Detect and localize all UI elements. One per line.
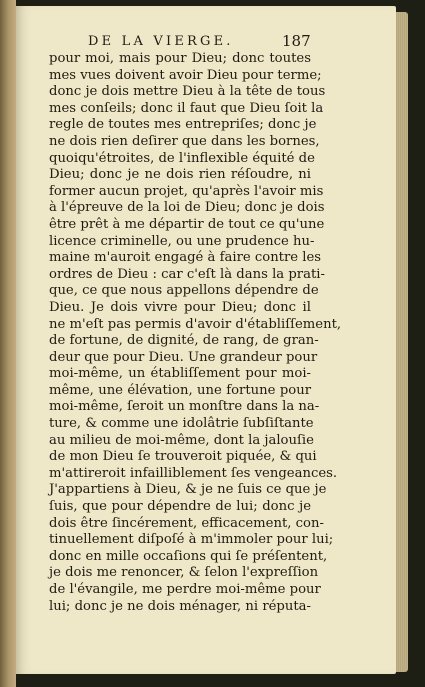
text-line: dois être ſincérement, efficacement, con- <box>49 515 324 531</box>
text-line: licence criminelle, ou une prudence hu- <box>49 233 315 249</box>
text-line: ordres de Dieu : car c'eſt là dans la prati- <box>49 266 325 282</box>
text-line: à l'épreuve de la loi de Dieu; donc je dois <box>49 200 325 216</box>
text-line: donc je dois mettre Dieu à la tête de tous <box>49 84 326 100</box>
text-line: ture, & comme une idolâtrie ſubſiſtante <box>49 416 314 432</box>
text-line: même, une élévation, une fortune pour <box>49 382 311 398</box>
text-line: de mon Dieu ſe trouveroit piquée, & qui <box>49 449 317 465</box>
text-line: ſuis, que pour dépendre de lui; donc je <box>49 499 311 515</box>
text-line: Dieu. Je dois vivre pour Dieu; donc il <box>49 299 311 315</box>
page-number: 187 <box>282 32 311 50</box>
text-line: moi-même, un établiſſement pour moi- <box>49 366 311 382</box>
text-line: être prêt à me départir de tout ce qu'une <box>49 216 325 232</box>
running-head-title: DE LA VIERGE. <box>88 34 234 49</box>
text-line: mes conſeils; donc il faut que Dieu ſoit la <box>49 100 324 116</box>
text-line: de l'évangile, me perdre moi-même pour <box>49 582 321 597</box>
text-line: pour moi, mais pour Dieu; donc toutes <box>49 51 311 66</box>
text-line: ne m'eſt pas permis d'avoir d'établiſſement, <box>49 316 342 332</box>
text-line: mes vues doivent avoir Dieu pour terme; <box>49 67 322 83</box>
text-line: former aucun projet, qu'après l'avoir mis <box>49 183 324 199</box>
text-line: maine m'auroit engagé à faire contre les <box>49 250 322 266</box>
previous-page-edge <box>0 0 16 687</box>
text-line: m'attireroit infailliblement ſes vengeances. <box>49 465 338 481</box>
text-line: quoiqu'étroites, de l'inflexible équité de <box>49 150 315 166</box>
text-line: ne dois rien deſirer que dans les bornes, <box>49 133 320 149</box>
text-line: je dois me renoncer, & ſelon l'expreſſion <box>49 565 319 581</box>
text-line: moi-même, ſeroit un monſtre dans la na- <box>49 399 320 415</box>
text-line: J'appartiens à Dieu, & je ne ſuis ce que je <box>49 482 327 498</box>
body-text <box>49 51 342 615</box>
text-line: lui; donc je ne dois ménager, ni réputa- <box>49 598 311 614</box>
text-line: donc en mille occaſions qui ſe préſentent, <box>49 548 328 564</box>
text-line: regle de toutes mes entrepriſes; donc je <box>49 117 317 133</box>
text-line: que, ce que nous appellons dépendre de <box>49 283 319 299</box>
text-line: tinuellement diſpoſé à m'immoler pour lui; <box>49 532 334 548</box>
text-line: au milieu de moi-même, dont la jalouſie <box>49 432 314 448</box>
text-line: Dieu; donc je ne dois rien réſoudre, ni <box>49 167 311 183</box>
page-stack-edge <box>396 12 408 672</box>
text-line: deur que pour Dieu. Une grandeur pour <box>49 349 318 365</box>
text-line: de fortune, de dignité, de rang, de gran- <box>49 333 319 349</box>
